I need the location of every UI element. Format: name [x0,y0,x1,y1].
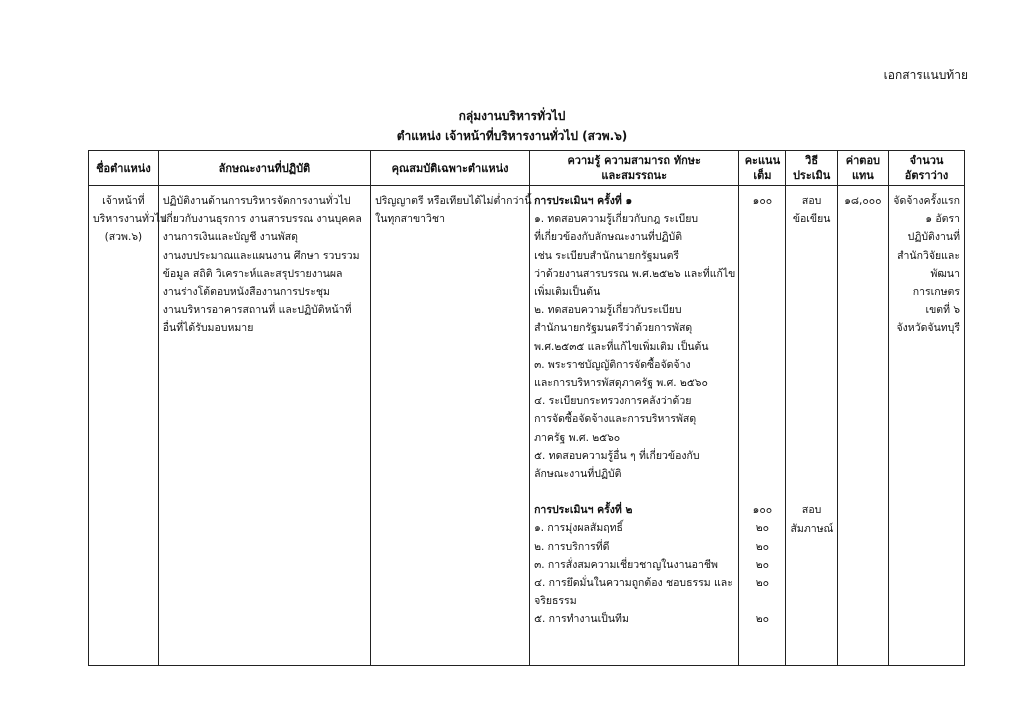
header-count [889,151,965,186]
header-knowledge [530,151,739,186]
header-count-line1: จำนวน [909,154,944,167]
count-line: ปฏิบัติงานที่ [907,231,960,244]
position-title: ตำแหน่ง เจ้าหน้าที่บริหารงานทั่วไป (สวพ.๖) [396,129,628,143]
assessment2-item-score: ๒๐ [755,522,770,535]
count-line: ๑ อัตรา [925,213,960,226]
duty-line: ข้อมูล สถิติ วิเคราะห์และสรุปรายงานผล [162,267,343,280]
assessment2-method: สัมภาษณ์ [790,522,834,535]
assessment2-score: ๑๐๐ [752,504,773,517]
header-position-name: ชื่อตำแหน่ง [89,151,159,186]
count-line: สำนักวิจัยและ [897,249,960,262]
assessment2-item: จริยธรรม [534,595,577,608]
position-name-line: (สวพ.๖) [104,231,143,244]
assessment1-method: ข้อเขียน [792,213,831,226]
position-name-line: บริหารงานทั่วไป [93,213,167,226]
method-cell [786,186,837,666]
count-line: พัฒนา [930,267,960,280]
knowledge-cell [530,186,739,666]
assessment2-item-score: ๒๐ [755,558,770,571]
assessment1-line: และการบริหารพัสดุภาครัฐ พ.ศ. ๒๕๖๐ [534,377,708,390]
assessment2-item: ๓. การสั่งสมความเชี่ยวชาญในงานอาชีพ [534,558,718,571]
duty-line: งานการเงินและบัญชี งานพัสดุ [162,231,299,244]
assessment1-line: ภาครัฐ พ.ศ. ๒๕๖๐ [534,431,621,444]
header-knowledge-line1: ความรู้ ความสามารถ ทักษะ [567,154,701,167]
header-duties: ลักษณะงานที่ปฏิบัติ [158,151,370,186]
assessment1-line: การจัดซื้อจัดจ้างและการบริหารพัสดุ [534,413,697,426]
header-pay-line1: ค่าตอบ [845,154,881,167]
assessment1-method: สอบ [801,195,822,207]
group-title: กลุ่มงานบริหารทั่วไป [458,109,566,123]
header-method: วิธีประเมิน [786,151,837,186]
header-score-line2: เต็ม [753,169,772,182]
duty-line: งานงบประมาณและแผนงาน ศึกษา รวบรวม [162,249,360,262]
score-cell [739,186,786,666]
duty-line: ปฏิบัติงานด้านการบริหารจัดการงานทั่วไป [162,195,351,207]
header-pay [837,151,888,186]
count-line: จังหวัดจันทบุรี [896,322,960,335]
duty-line: งานบริหารอาคารสถานที่ และปฏิบัติหน้าที่ [162,304,352,317]
assessment1-line: ที่เกี่ยวข้องกับลักษณะงานที่ปฏิบัติ [534,231,683,244]
header-score [739,151,786,186]
position-name-line: เจ้าหน้าที่ [102,195,145,207]
assessment2-item: ๔. การยึดมั่นในความถูกต้อง ชอบธรรม และ [534,577,733,590]
assessment1-line: เพิ่มเติมเป็นต้น [534,286,601,299]
header-knowledge-line2: และสมรรถนะ [601,169,667,182]
count-line: จัดจ้างครั้งแรก [893,195,960,207]
assessment2-item-score: ๒๐ [755,613,770,626]
header-qualification: คุณสมบัติเฉพาะตำแหน่ง [371,151,530,186]
assessment1-line: ๓. พระราชบัญญัติการจัดซื้อจัดจ้าง [534,358,691,371]
assessment1-line: ลักษณะงานที่ปฏิบัติ [534,468,622,481]
assessment1-line: พ.ศ.๒๕๓๕ และที่แก้ไขเพิ่มเติม เป็นต้น [534,340,709,353]
assessment2-item-score: ๒๐ [755,577,770,590]
assessment2-title: การประเมินฯ ครั้งที่ ๒ [534,504,633,517]
attachment-label: เอกสารแนบท้าย [883,68,968,82]
header-score-line1: คะแนน [744,154,781,167]
qualification-cell [371,186,530,666]
assessment2-item: ๑. การมุ่งผลสัมฤทธิ์ [534,522,623,535]
qualification-line: ในทุกสาขาวิชา [375,213,445,226]
duty-line: เกี่ยวกับงานธุรการ งานสารบรรณ งานบุคคล [162,213,362,226]
count-line: การเกษตร [912,286,960,299]
assessment1-line: ๕. ทดสอบความรู้อื่น ๆ ที่เกี่ยวข้องกับ [534,449,700,462]
position-table [88,150,965,666]
header-count-line2: อัตราว่าง [904,169,949,182]
position-name-cell [89,186,167,666]
assessment1-score: ๑๐๐ [752,195,773,207]
count-cell [889,186,965,666]
table-header-row [89,151,965,186]
assessment1-line: ๔. ระเบียบกระทรวงการคลังว่าด้วย [534,395,692,408]
assessment1-line: เช่น ระเบียบสำนักนายกรัฐมนตรี [534,249,680,262]
duties-cell [158,186,370,666]
assessment1-line: ว่าด้วยงานสารบรรณ พ.ศ.๒๕๒๖ และที่แก้ไข [534,267,736,280]
assessment2-item-score: ๒๐ [755,540,770,553]
duty-line: งานร่างโต้ตอบหนังสืองานการประชุม [162,286,330,299]
assessment2-item: ๕. การทำงานเป็นทีม [534,613,629,626]
assessment1-line: สำนักนายกรัฐมนตรีว่าด้วยการพัสดุ [534,322,693,335]
duty-line: อื่นที่ได้รับมอบหมาย [162,322,254,335]
header-pay-line2: แทน [851,169,874,182]
count-line: เขตที่ ๖ [925,304,960,317]
assessment1-line: ๒. ทดสอบความรู้เกี่ยวกับระเบียบ [534,304,682,317]
qualification-line: ปริญญาตรี หรือเทียบได้ไม่ต่ำกว่านี้ [375,195,532,207]
assessment2-item: ๒. การบริการที่ดี [534,540,610,553]
assessment1-title: การประเมินฯ ครั้งที่ ๑ [534,195,633,207]
table-row [89,186,965,666]
pay-cell [837,186,888,666]
assessment2-method: สอบ [801,504,822,517]
pay-value: ๑๘,๐๐๐ [844,195,882,207]
assessment1-line: ๑. ทดสอบความรู้เกี่ยวกับกฎ ระเบียบ [534,213,699,226]
